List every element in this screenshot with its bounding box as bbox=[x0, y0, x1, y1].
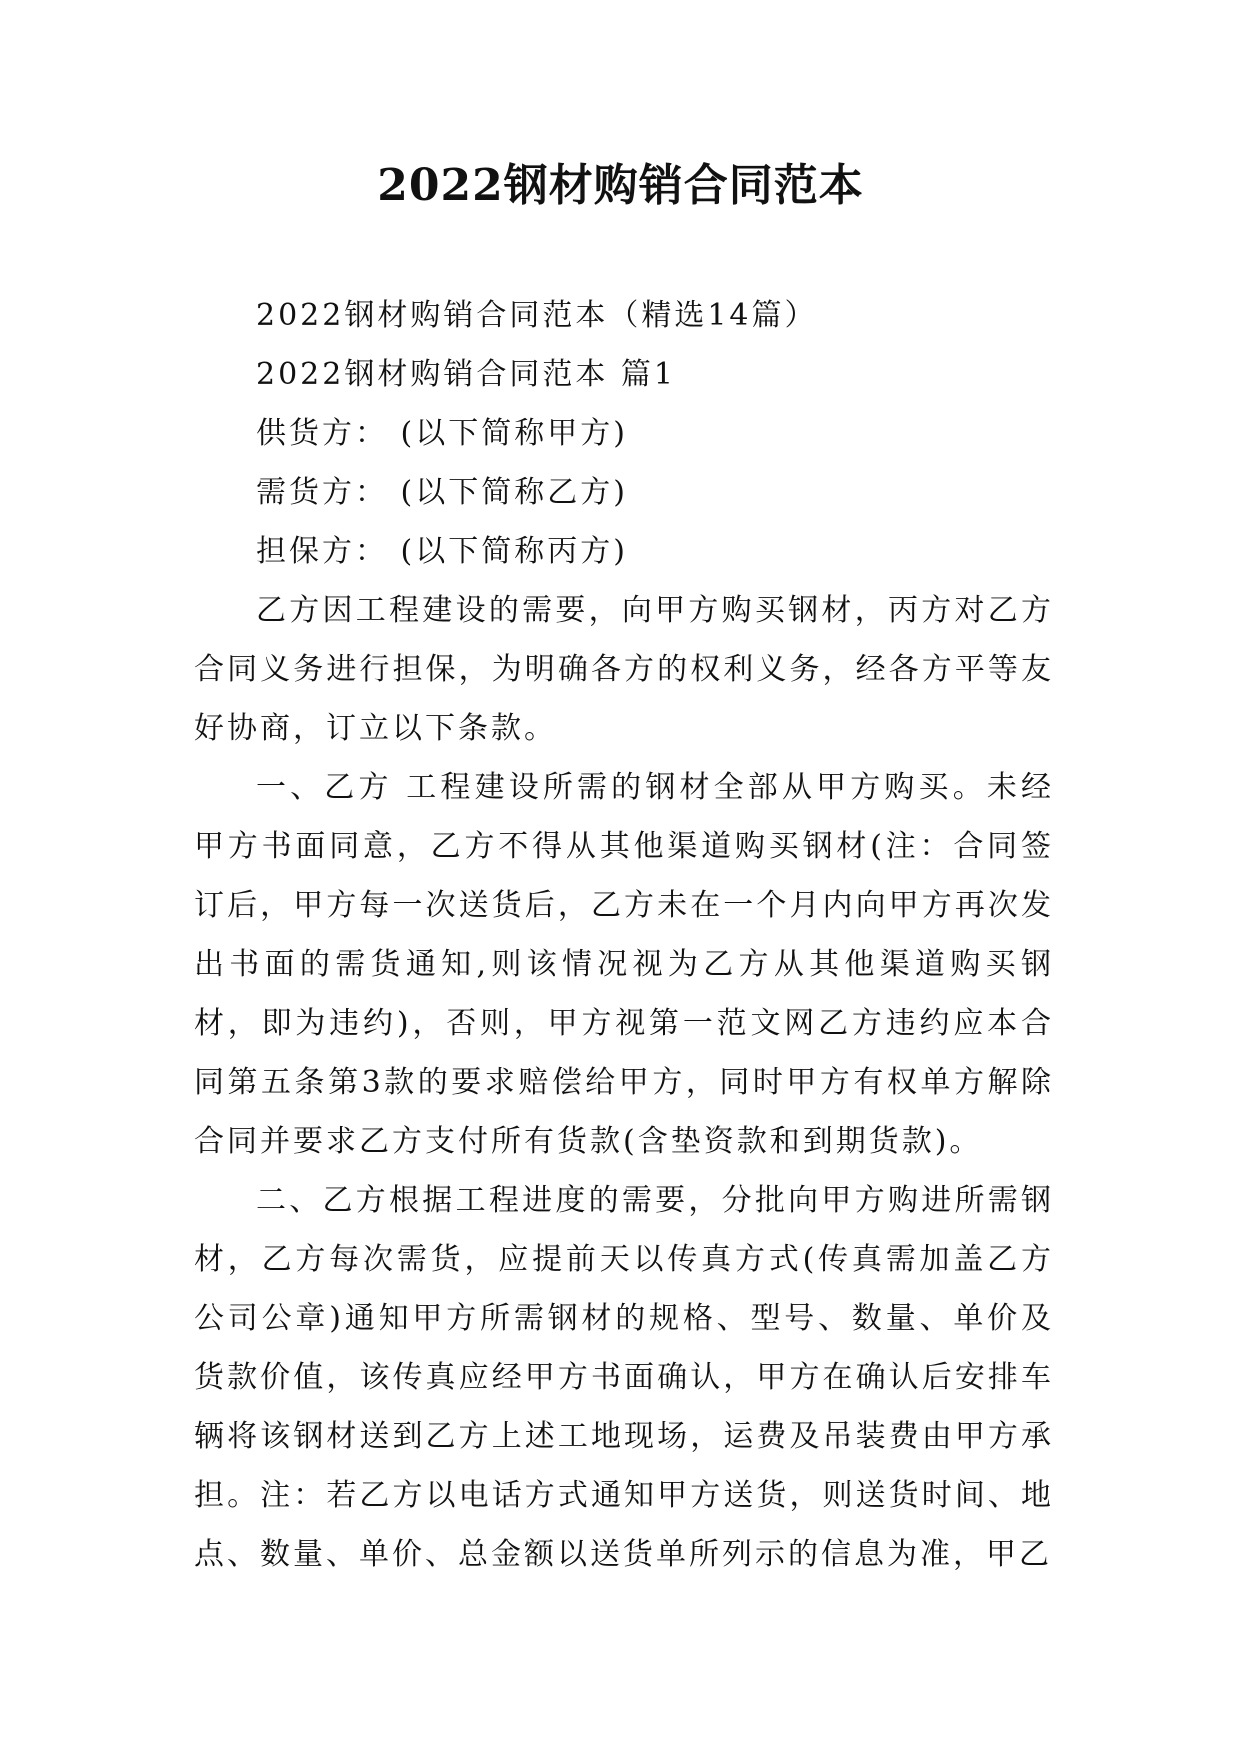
document-title: 2022钢材购销合同范本 bbox=[377, 160, 864, 211]
section-heading: 2022钢材购销合同范本 篇1 bbox=[256, 357, 676, 392]
document-subtitle: 2022钢材购销合同范本（精选14篇） bbox=[256, 298, 818, 333]
paragraph-clause-1: 一、乙方 工程建设所需的钢材全部从甲方购买。未经甲方书面同意，乙方不得从其他渠道购买钢材(注：合同签订后，甲方每一次送货后，乙方未在一个月内向甲方再次发出书面的需货通知,则该情况视为乙方从其他渠道购买钢材，即为违约)，否则，甲方视第一范文网乙方违约应本合同第五条第3款的要求赔偿给甲方，同时甲方有权单方解除合同并要求乙方支付所有货款(含垫资款和到期货款)。 bbox=[194, 770, 1054, 1159]
party-buyer: 需货方： (以下简称乙方) bbox=[256, 475, 628, 510]
document-body bbox=[194, 286, 1054, 1584]
party-guarantor: 担保方： (以下简称丙方) bbox=[256, 534, 628, 569]
party-supplier: 供货方： (以下简称甲方) bbox=[256, 416, 628, 451]
paragraph-clause-2: 二、乙方根据工程进度的需要，分批向甲方购进所需钢材，乙方每次需货，应提前天以传真方式(传真需加盖乙方公司公章)通知甲方所需钢材的规格、型号、数量、单价及货款价值，该传真应经甲方书面确认，甲方在确认后安排车辆将该钢材送到乙方上述工地现场，运费及吊装费由甲方承担。注：若乙方以电话方式通知甲方送货，则送货时间、地点、数量、单价、总金额以送货单所列示的信息为准，甲乙 bbox=[194, 1183, 1054, 1572]
paragraph-intro: 乙方因工程建设的需要，向甲方购买钢材，丙方对乙方合同义务进行担保，为明确各方的权利义务，经各方平等友好协商，订立以下条款。 bbox=[194, 593, 1054, 746]
